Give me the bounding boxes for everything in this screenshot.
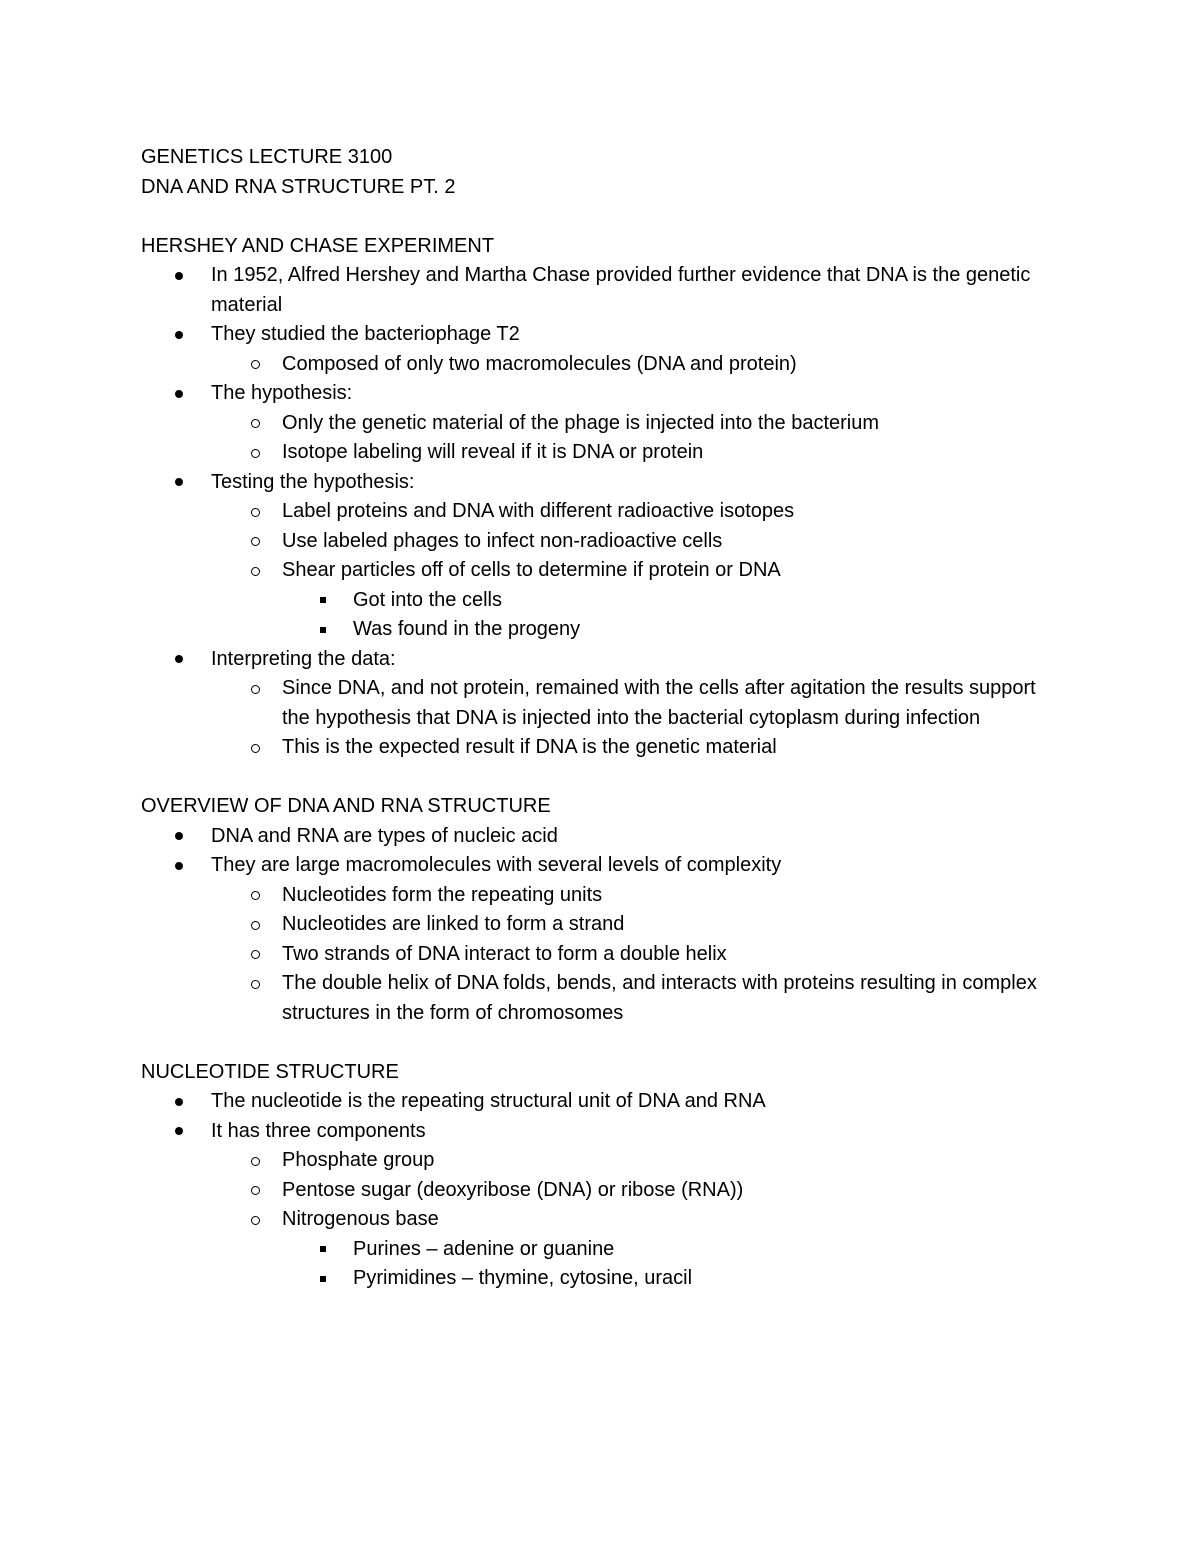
list-item: Use labeled phages to infect non-radioactive cells — [141, 527, 1061, 557]
list-item: The hypothesis: — [141, 379, 1061, 409]
bullet-dot-icon — [169, 468, 189, 498]
list-item: It has three components — [141, 1117, 1061, 1147]
bullet-ring-icon — [245, 674, 265, 704]
list-item: The double helix of DNA folds, bends, and interacts with proteins resulting in complex structures in the form of chromosomes — [141, 969, 1061, 1028]
bullet-ring-icon — [245, 1176, 265, 1206]
bullet-ring-icon — [245, 1205, 265, 1235]
bullet-ring-icon — [245, 497, 265, 527]
list-item: DNA and RNA are types of nucleic acid — [141, 822, 1061, 852]
bullet-square-icon — [313, 586, 333, 616]
section-heading: HERSHEY AND CHASE EXPERIMENT — [141, 234, 495, 257]
list-item: Got into the cells — [141, 586, 1061, 616]
list-item: Interpreting the data: — [141, 645, 1061, 675]
bullet-ring-icon — [245, 969, 265, 999]
list-item: They are large macromolecules with several levels of complexity — [141, 851, 1061, 881]
spacer — [141, 202, 1061, 232]
bullet-ring-icon — [245, 733, 265, 763]
bullet-ring-icon — [245, 881, 265, 911]
bullet-ring-icon — [245, 350, 265, 380]
bullet-square-icon — [313, 1235, 333, 1265]
bullet-dot-icon — [169, 261, 189, 291]
list-item: Only the genetic material of the phage is injected into the bacterium — [141, 409, 1061, 439]
spacer — [141, 1028, 1061, 1058]
document-page — [141, 143, 1061, 1294]
section-heading: NUCLEOTIDE STRUCTURE — [141, 1060, 399, 1083]
document-title: GENETICS LECTURE 3100 — [141, 146, 393, 168]
bullet-ring-icon — [245, 527, 265, 557]
bullet-ring-icon — [245, 1146, 265, 1176]
list-item: They studied the bacteriophage T2 — [141, 320, 1061, 350]
list-item: Phosphate group — [141, 1146, 1061, 1176]
section-heading: OVERVIEW OF DNA AND RNA STRUCTURE — [141, 795, 551, 817]
bullet-dot-icon — [169, 1087, 189, 1117]
list-item: Two strands of DNA interact to form a double helix — [141, 940, 1061, 970]
list-item: This is the expected result if DNA is the genetic material — [141, 733, 1061, 763]
list-item: Purines – adenine or guanine — [141, 1235, 1061, 1265]
bullet-ring-icon — [245, 438, 265, 468]
section-hershey-chase — [141, 232, 1061, 763]
bullet-dot-icon — [169, 851, 189, 881]
section-overview — [141, 792, 1061, 1028]
list-item: Nucleotides are linked to form a strand — [141, 910, 1061, 940]
bullet-ring-icon — [245, 409, 265, 439]
list-item: Nucleotides form the repeating units — [141, 881, 1061, 911]
list-item: Label proteins and DNA with different radioactive isotopes — [141, 497, 1061, 527]
bullet-square-icon — [313, 1264, 333, 1294]
list-item: In 1952, Alfred Hershey and Martha Chase provided further evidence that DNA is the genetic material — [141, 261, 1061, 320]
list-item: Pyrimidines – thymine, cytosine, uracil — [141, 1264, 1061, 1294]
list-item: Shear particles off of cells to determine if protein or DNA — [141, 556, 1061, 586]
bullet-ring-icon — [245, 940, 265, 970]
bullet-dot-icon — [169, 645, 189, 675]
list-item: Since DNA, and not protein, remained with the cells after agitation the results support the hypothesis that DNA is injected into the bacterial cytoplasm during infection — [141, 674, 1061, 733]
list-item: Composed of only two macromolecules (DNA and protein) — [141, 350, 1061, 380]
list-item: Was found in the progeny — [141, 615, 1061, 645]
section-nucleotide — [141, 1058, 1061, 1294]
list-item: Testing the hypothesis: — [141, 468, 1061, 498]
bullet-ring-icon — [245, 556, 265, 586]
list-item: Pentose sugar (deoxyribose (DNA) or ribose (RNA)) — [141, 1176, 1061, 1206]
document-subtitle: DNA AND RNA STRUCTURE PT. 2 — [141, 175, 456, 198]
spacer — [141, 763, 1061, 793]
list-item: Nitrogenous base — [141, 1205, 1061, 1235]
bullet-square-icon — [313, 615, 333, 645]
list-item: The nucleotide is the repeating structural unit of DNA and RNA — [141, 1087, 1061, 1117]
bullet-dot-icon — [169, 379, 189, 409]
bullet-dot-icon — [169, 822, 189, 852]
bullet-ring-icon — [245, 910, 265, 940]
bullet-dot-icon — [169, 320, 189, 350]
list-item: Isotope labeling will reveal if it is DNA or protein — [141, 438, 1061, 468]
bullet-dot-icon — [169, 1117, 189, 1147]
